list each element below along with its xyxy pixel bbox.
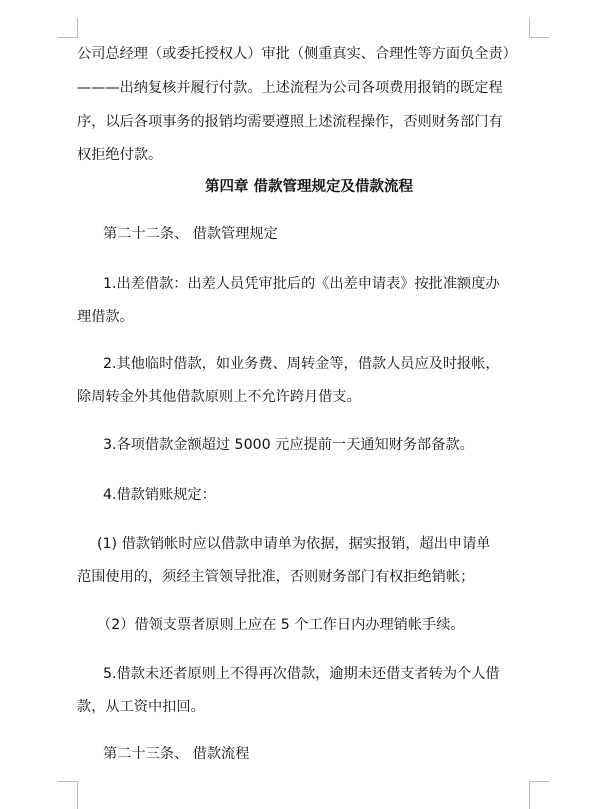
list-item-3: 3.各项借款金额超过 5000 元应提前一天通知财务部备款。 [103, 437, 474, 453]
list-item-1: 1.出差借款：出差人员凭审批后的《出差申请表》按批准额度办 [103, 276, 500, 292]
list-item-2-cont: 除周转金外其他借款原则上不允许跨月借支。 [77, 389, 361, 405]
list-item-5-cont: 款，从工资中扣回。 [77, 699, 205, 715]
list-item-4: 4.借款销账规定： [103, 487, 216, 503]
paragraph-line: 公司总经理（或委托授权人）审批（侧重真实、合理性等方面负全责） [77, 46, 517, 62]
sub-item-1: (1) 借款销帐时应以借款申请单为依据，据实报销，超出申请单 [97, 536, 491, 552]
sub-item-2: （2）借领支票者原则上应在 5 个工作日内办理销帐手续。 [97, 617, 465, 633]
paragraph-line: 权拒绝付款。 [77, 147, 163, 163]
list-item-1-cont: 理借款。 [77, 309, 134, 325]
page-corner-mark-bottom-left [58, 781, 78, 809]
list-item-2: 2.其他临时借款，如业务费、周转金等，借款人员应及时报帐， [103, 356, 500, 372]
page-corner-mark-top-right [529, 18, 549, 38]
paragraph-line: 序，以后各项事务的报销均需要遵照上述流程操作，否则财务部门有 [77, 114, 503, 130]
article-heading-22: 第二十二条、 借款管理规定 [103, 226, 278, 242]
article-heading-23: 第二十三条、 借款流程 [103, 746, 250, 762]
paragraph-line: ———出纳复核并履行付款。上述流程为公司各项费用报销的既定程 [77, 80, 503, 96]
chapter-title: 第四章 借款管理规定及借款流程 [205, 179, 414, 195]
sub-item-1-cont: 范围使用的，须经主管领导批准，否则财务部门有权拒绝销帐； [77, 569, 475, 585]
list-item-5: 5.借款未还者原则上不得再次借款，逾期未还借支者转为个人借 [103, 666, 500, 682]
page-corner-mark-top-left [58, 18, 78, 38]
page-corner-mark-bottom-right [529, 781, 549, 809]
